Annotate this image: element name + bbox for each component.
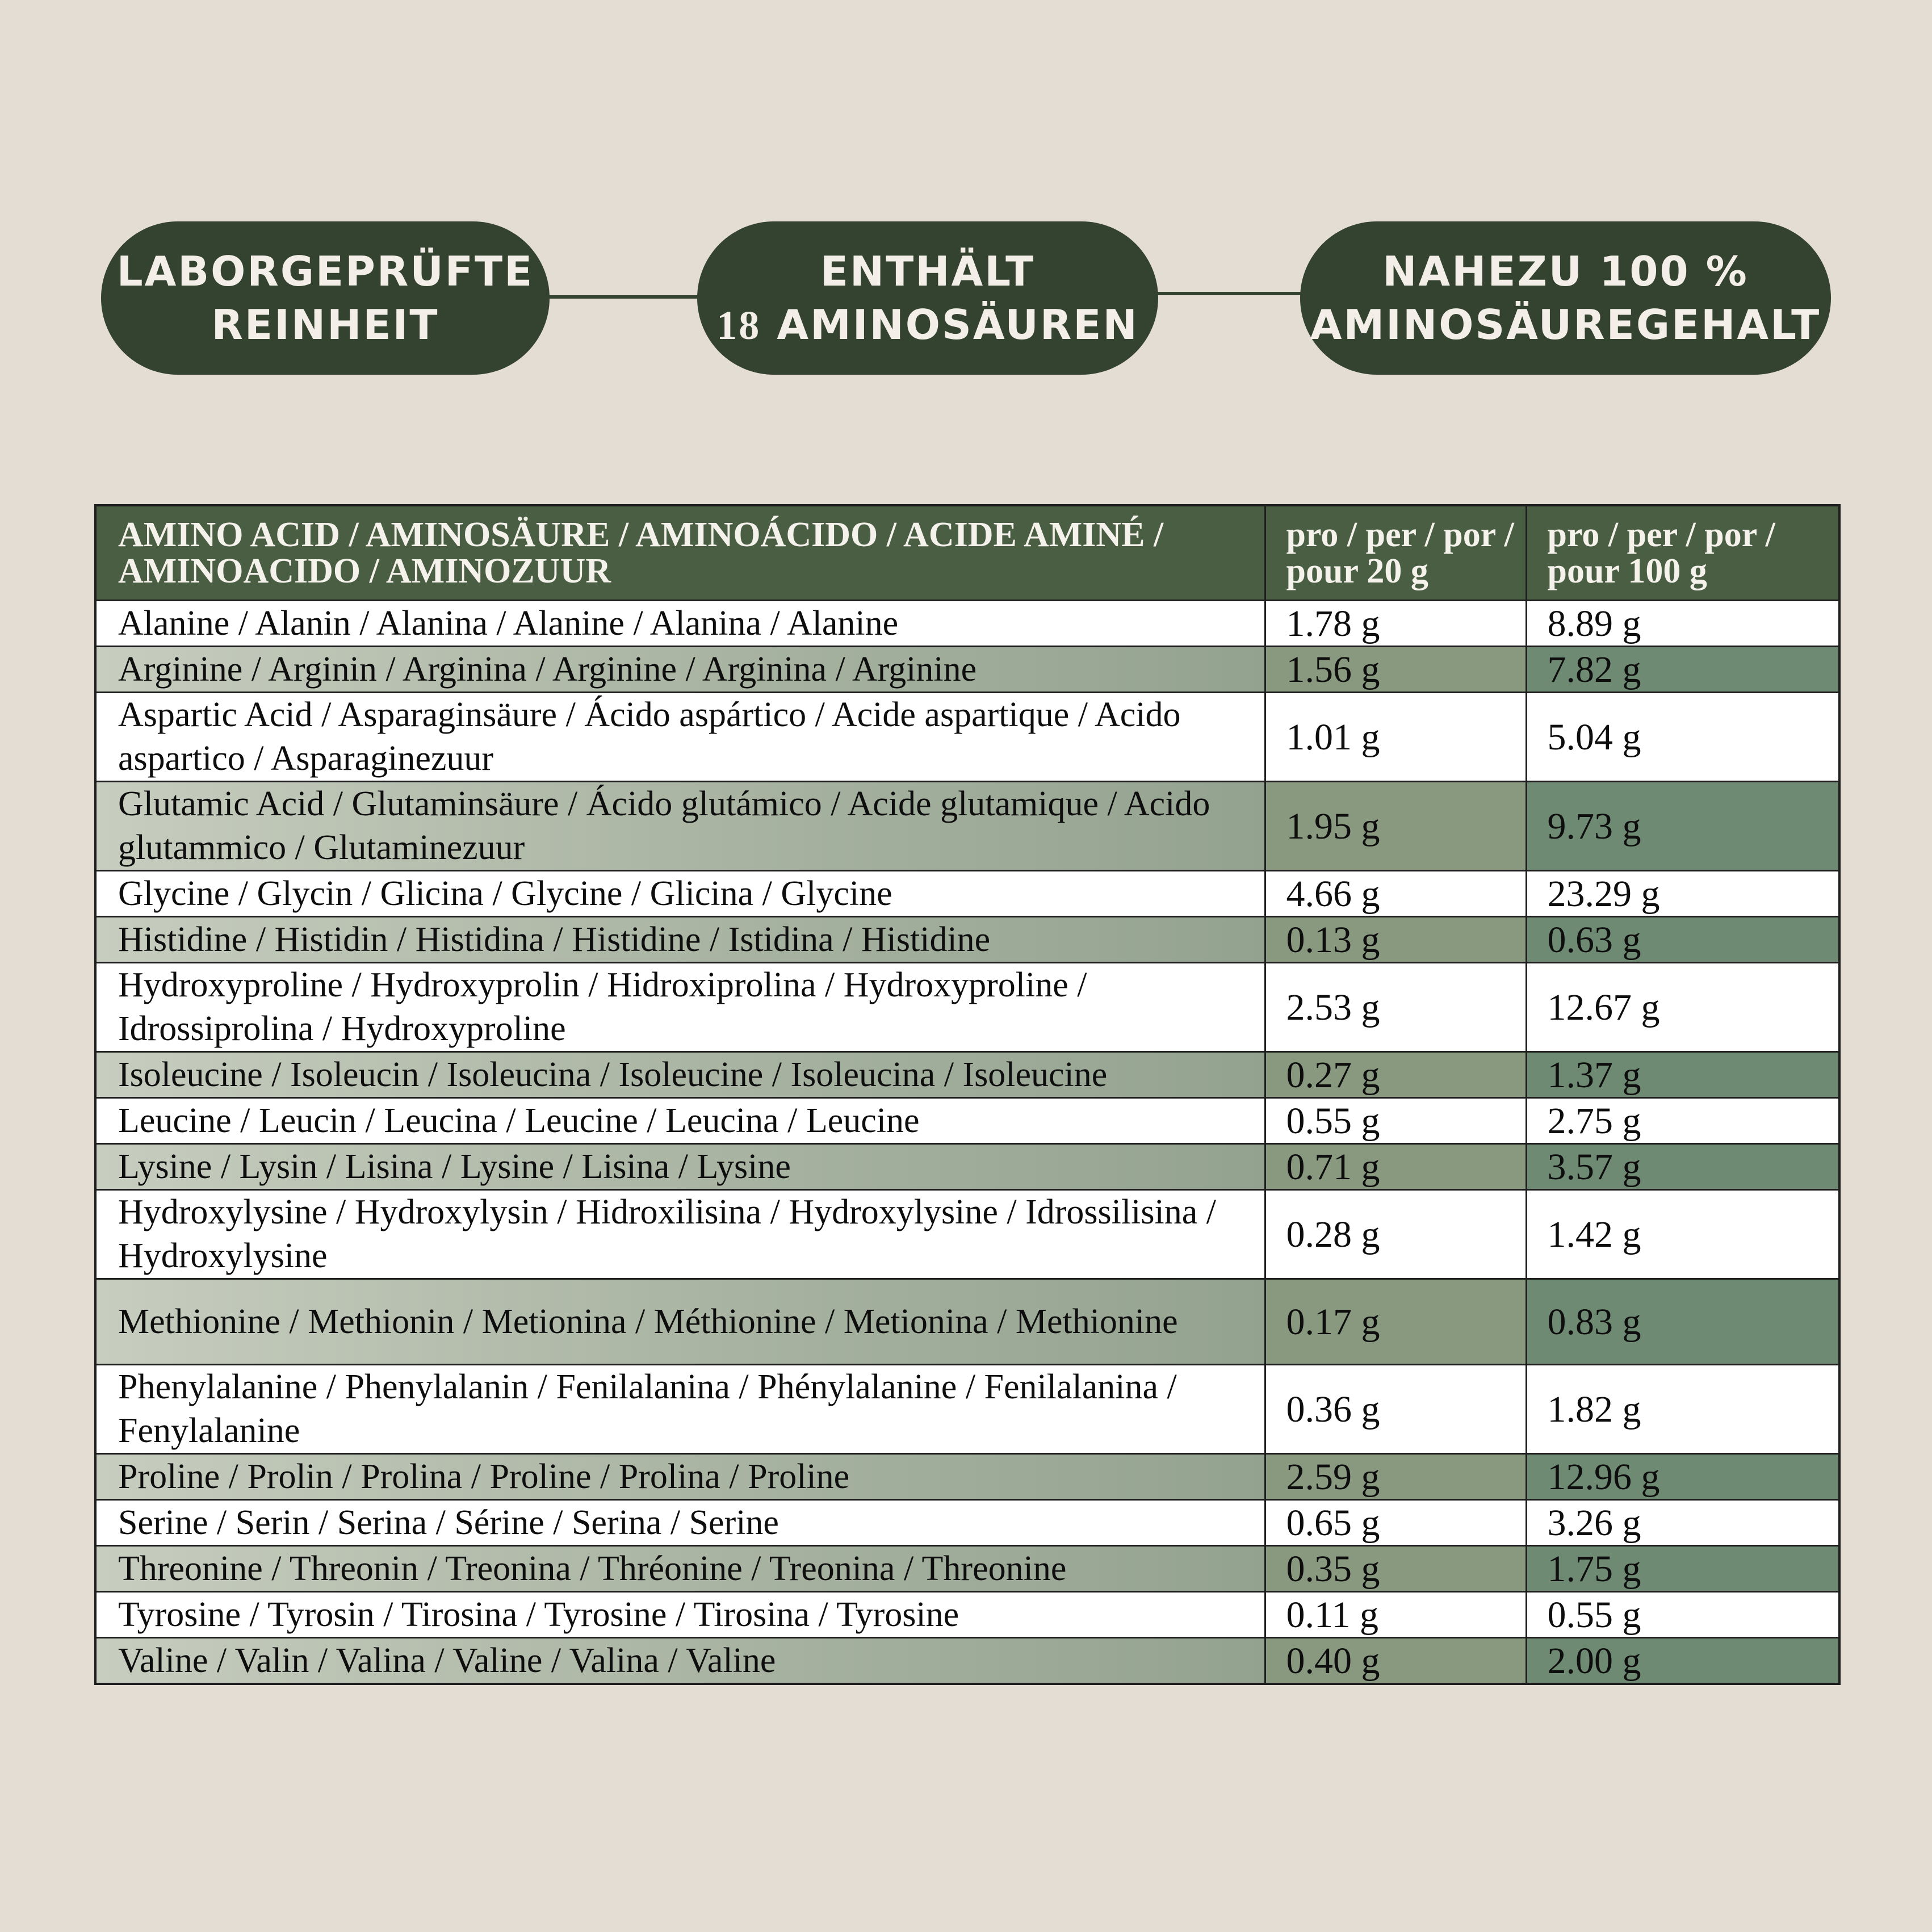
table-row [95, 693, 1839, 782]
value-per-20g: 2.53 g [1265, 963, 1526, 1052]
badge-amino-count [697, 221, 1158, 375]
amino-acid-name: Hydroxylysine / Hydroxylysin / Hidroxilisina / Hydroxylysine / Idrossilisina / Hydroxylysine [95, 1190, 1265, 1279]
value-per-100g: 0.63 g [1526, 917, 1839, 963]
value-per-100g: 9.73 g [1526, 782, 1839, 871]
value-per-100g: 7.82 g [1526, 647, 1839, 693]
value-per-100g: 1.42 g [1526, 1190, 1839, 1279]
amino-acid-name: Serine / Serin / Serina / Sérine / Serina / Serine [95, 1500, 1265, 1546]
value-per-100g: 0.55 g [1526, 1592, 1839, 1638]
amino-acid-name: Hydroxyproline / Hydroxyprolin / Hidroxiprolina / Hydroxyproline / Idrossiprolina / Hydroxyproline [95, 963, 1265, 1052]
value-per-100g: 0.83 g [1526, 1279, 1839, 1365]
feature-badges [0, 0, 1932, 397]
badge-line: AMINOSÄUREGEHALT [1310, 301, 1821, 349]
value-per-100g: 12.67 g [1526, 963, 1839, 1052]
amino-acid-name: Phenylalanine / Phenylalanin / Fenilalanina / Phénylalanine / Fenilalanina / Fenylalanine [95, 1365, 1265, 1454]
value-per-20g: 1.56 g [1265, 647, 1526, 693]
value-per-20g: 0.28 g [1265, 1190, 1526, 1279]
table-row [95, 917, 1839, 963]
value-per-20g: 0.40 g [1265, 1638, 1526, 1684]
table-row [95, 1546, 1839, 1592]
badge-connector [1153, 292, 1306, 295]
value-per-20g: 0.71 g [1265, 1144, 1526, 1190]
badge-line [716, 298, 1138, 352]
table-row [95, 647, 1839, 693]
value-per-100g: 23.29 g [1526, 871, 1839, 917]
amino-acid-table [94, 504, 1841, 1685]
value-per-100g: 1.37 g [1526, 1052, 1839, 1098]
badge-number: 18 [716, 302, 761, 348]
value-per-20g: 1.78 g [1265, 601, 1526, 647]
table-row [95, 1144, 1839, 1190]
value-per-100g: 3.26 g [1526, 1500, 1839, 1546]
value-per-100g: 1.75 g [1526, 1546, 1839, 1592]
table-row [95, 1052, 1839, 1098]
badge-lab-tested [101, 221, 550, 375]
table-row [95, 871, 1839, 917]
value-per-100g: 5.04 g [1526, 693, 1839, 782]
header-per-20g: pro / per / por / pour 20 g [1265, 505, 1526, 601]
amino-acid-name: Aspartic Acid / Asparaginsäure / Ácido aspártico / Acide aspartique / Acido aspartico / Asparaginezuur [95, 693, 1265, 782]
value-per-20g: 1.01 g [1265, 693, 1526, 782]
header-per-100g: pro / per / por / pour 100 g [1526, 505, 1839, 601]
table-row [95, 1365, 1839, 1454]
table-row [95, 1638, 1839, 1684]
table-row [95, 1592, 1839, 1638]
badge-amino-content [1300, 221, 1831, 375]
badge-line: LABORGEPRÜFTE [116, 248, 534, 295]
value-per-20g: 2.59 g [1265, 1454, 1526, 1500]
amino-acid-name: Threonine / Threonin / Treonina / Thréonine / Treonina / Threonine [95, 1546, 1265, 1592]
amino-acid-name: Glycine / Glycin / Glicina / Glycine / Glicina / Glycine [95, 871, 1265, 917]
table-row [95, 601, 1839, 647]
table-row [95, 782, 1839, 871]
table-row [95, 1500, 1839, 1546]
amino-acid-name: Methionine / Methionin / Metionina / Méthionine / Metionina / Methionine [95, 1279, 1265, 1365]
value-per-20g: 4.66 g [1265, 871, 1526, 917]
amino-acid-name: Lysine / Lysin / Lisina / Lysine / Lisina / Lysine [95, 1144, 1265, 1190]
value-per-20g: 0.35 g [1265, 1546, 1526, 1592]
table-row [95, 1454, 1839, 1500]
amino-acid-name: Isoleucine / Isoleucin / Isoleucina / Isoleucine / Isoleucina / Isoleucine [95, 1052, 1265, 1098]
value-per-20g: 0.65 g [1265, 1500, 1526, 1546]
badge-line-text: AMINOSÄUREN [777, 300, 1139, 349]
value-per-20g: 0.55 g [1265, 1098, 1526, 1144]
amino-acid-name: Glutamic Acid / Glutaminsäure / Ácido glutámico / Acide glutamique / Acido glutammico / Glutaminezuur [95, 782, 1265, 871]
amino-acid-name: Histidine / Histidin / Histidina / Histidine / Istidina / Histidine [95, 917, 1265, 963]
table-header-row [95, 505, 1839, 601]
badge-line: ENTHÄLT [820, 247, 1036, 295]
amino-acid-name: Leucine / Leucin / Leucina / Leucine / Leucina / Leucine [95, 1098, 1265, 1144]
amino-acid-name: Proline / Prolin / Prolina / Proline / Prolina / Proline [95, 1454, 1265, 1500]
table-row [95, 1098, 1839, 1144]
value-per-100g: 8.89 g [1526, 601, 1839, 647]
badge-connector [545, 295, 704, 299]
table-row [95, 1279, 1839, 1365]
value-per-20g: 0.13 g [1265, 917, 1526, 963]
value-per-100g: 12.96 g [1526, 1454, 1839, 1500]
amino-acid-name: Arginine / Arginin / Arginina / Arginine / Arginina / Arginine [95, 647, 1265, 693]
value-per-100g: 2.00 g [1526, 1638, 1839, 1684]
badge-line: REINHEIT [211, 301, 439, 349]
badge-line: NAHEZU 100 % [1382, 248, 1749, 295]
value-per-20g: 0.17 g [1265, 1279, 1526, 1365]
header-amino-acid: AMINO ACID / AMINOSÄURE / AMINOÁCIDO / ACIDE AMINÉ / AMINOACIDO / AMINOZUUR [95, 505, 1265, 601]
table-row [95, 963, 1839, 1052]
value-per-100g: 2.75 g [1526, 1098, 1839, 1144]
amino-acid-name: Valine / Valin / Valina / Valine / Valina / Valine [95, 1638, 1265, 1684]
amino-acid-name: Tyrosine / Tyrosin / Tirosina / Tyrosine / Tirosina / Tyrosine [95, 1592, 1265, 1638]
value-per-20g: 0.27 g [1265, 1052, 1526, 1098]
value-per-100g: 3.57 g [1526, 1144, 1839, 1190]
amino-acid-name: Alanine / Alanin / Alanina / Alanine / Alanina / Alanine [95, 601, 1265, 647]
value-per-20g: 0.36 g [1265, 1365, 1526, 1454]
value-per-100g: 1.82 g [1526, 1365, 1839, 1454]
table-row [95, 1190, 1839, 1279]
value-per-20g: 0.11 g [1265, 1592, 1526, 1638]
value-per-20g: 1.95 g [1265, 782, 1526, 871]
